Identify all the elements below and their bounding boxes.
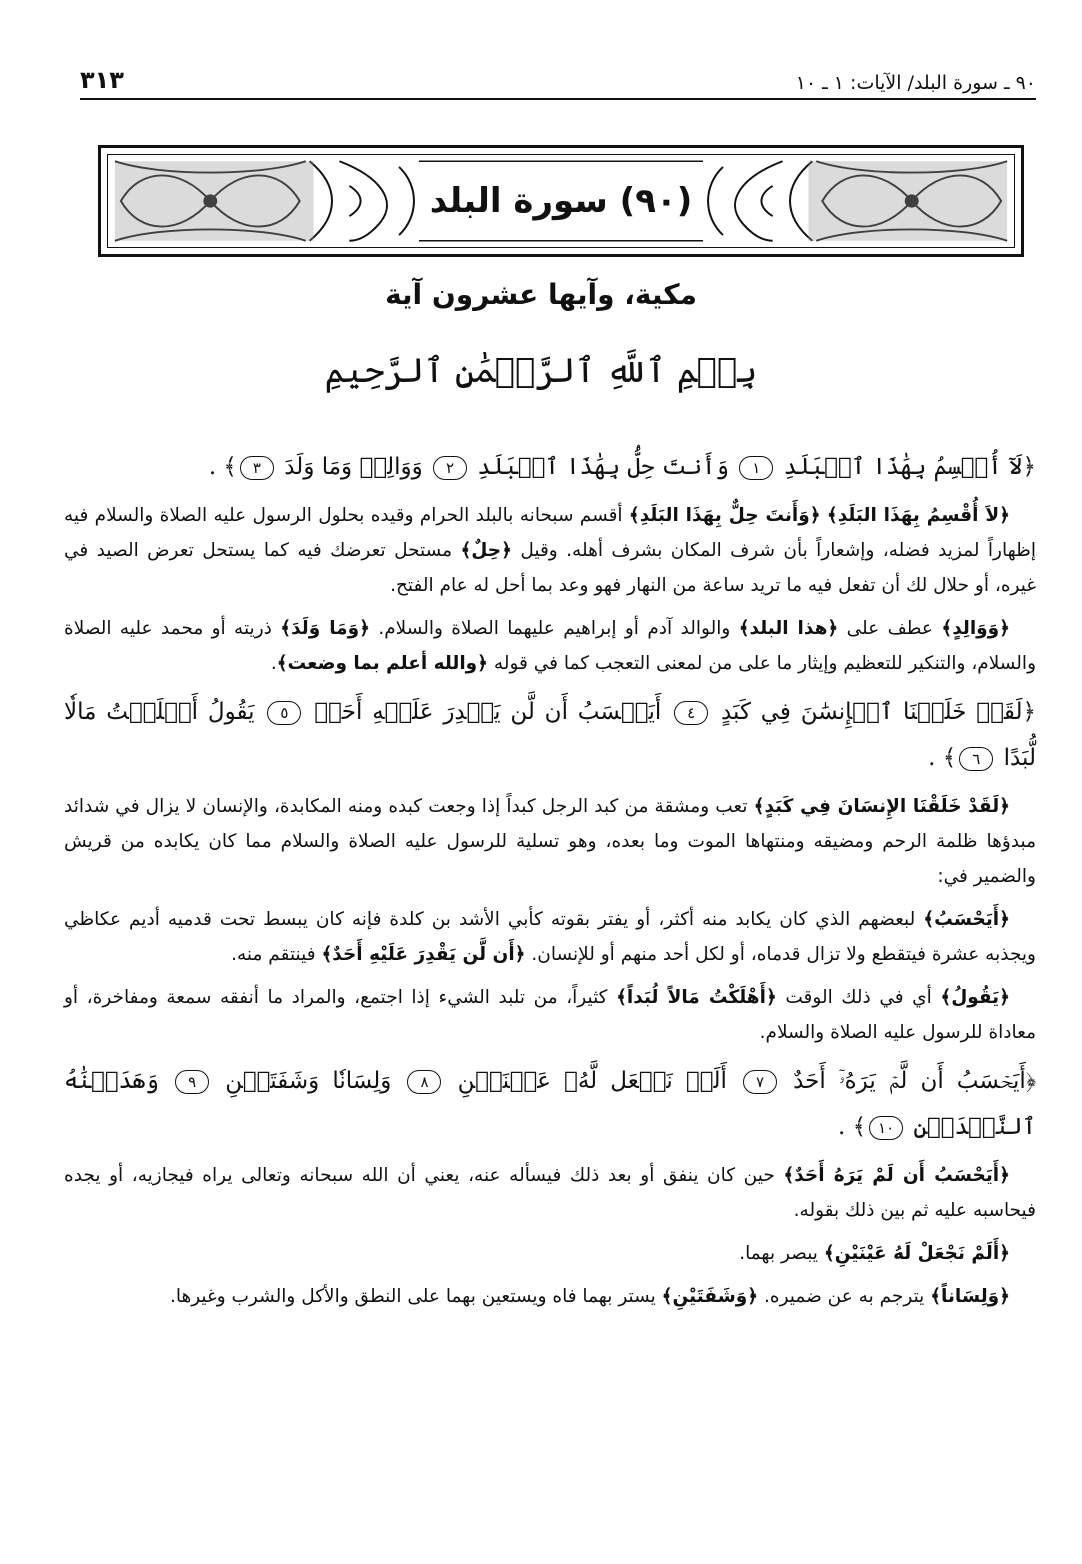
- commentary-body: [64, 440, 1036, 1322]
- quran-verses-7-10: ﴿أَيَحۡسَبُ أَن لَّمۡ يَرَهُۥٓ أَحَدٌ ٧ أَلَمۡ نَجۡعَل لَّهُۥ عَيۡنَيۡنِ ٨ وَلِسَانٗا وَشَفَتَيۡنِ ٩ وَهَدَيۡنَٰهُ ٱلنَّجۡدَيۡنِ ١٠﴾ .: [64, 1068, 1037, 1140]
- commentary-paragraph: ﴿أَلَمْ نَجْعَلْ لَهُ عَيْنَيْنِ﴾ يبصر بهما.: [739, 1243, 1010, 1264]
- verse-number: ٧: [743, 1070, 777, 1094]
- commentary-paragraph: ﴿يَقُولُ﴾ أي في ذلك الوقت ﴿أَهْلَكْتُ مَالاً لُبَداً﴾ كثيراً، من تلبد الشيء إذا اجتمع، والمراد ما أنفقه سمعة ومفاخرة، أو معاداة للرسول عليه الصلاة والسلام.: [64, 987, 1036, 1043]
- commentary-paragraph: ﴿وَلِسَاناً﴾ يترجم به عن ضميره. ﴿وَشَفَتَيْنِ﴾ يستر بهما فاه ويستعين بهما على النطق والأكل والشرب وغيرها.: [169, 1286, 1010, 1307]
- commentary-paragraph: ﴿لاَ أُقْسِمُ بِهَذَا البَلَدِ﴾ ﴿وَأَنتَ حِلٌّ بِهَذَا البَلَدِ﴾ أقسم سبحانه بالبلد الحرام وقيده بحلول الرسول عليه الصلاة والسلام فيه إظهاراً لمزيد فضله، وإشعاراً بأن شرف المكان بشرف أهله. وقيل ﴿حِلٌ﴾ مستحل تعرضك فيه كما يستحل تعرض الصيد في غيره، أو حلال لك أن تفعل فيه ما تريد ساعة من النهار فهو وعد بما أحل له عام الفتح.: [64, 505, 1036, 596]
- verse-number: ٢: [433, 456, 467, 480]
- verse-number: ١: [739, 456, 773, 480]
- quran-verses-4-6: ﴿لَقَدۡ خَلَقۡنَا ٱلۡإِنسَٰنَ فِي كَبَدٍ ٤ أَيَحۡسَبُ أَن لَّن يَقۡدِرَ عَلَيۡهِ أَحَدٞ ٥ يَقُولُ أَهۡلَكۡتُ مَالٗا لُّبَدًا ٦﴾ .: [64, 699, 1036, 771]
- verse-number: ٥: [267, 701, 301, 725]
- surah-subtitle: مكية، وآيها عشرون آية: [385, 278, 697, 311]
- verse-number: ١٠: [869, 1116, 903, 1140]
- surah-banner: [98, 145, 1024, 257]
- verse-number: ٤: [674, 701, 708, 725]
- verse-number: ٣: [240, 456, 274, 480]
- commentary-paragraph: ﴿وَوَالِدٍ﴾ عطف على ﴿هذا البلد﴾ والوالد آدم أو إبراهيم عليهما الصلاة والسلام. ﴿وَمَا وَلَدَ﴾ ذريته أو محمد عليه الصلاة والسلام، والتنكير للتعظيم وإيثار ما على من لمعنى التعجب كما في قوله ﴿والله أعلم بما وضعت﴾.: [64, 618, 1036, 674]
- page-number: ٣١٣: [80, 66, 124, 94]
- running-title: ٩٠ ـ سورة البلد/ الآيات: ١ ـ ١٠: [795, 72, 1036, 94]
- verse-number: ٨: [407, 1070, 441, 1094]
- commentary-paragraph: ﴿أَيَحْسَبُ﴾ لبعضهم الذي كان يكابد منه أكثر، أو يفتر بقوته كأبي الأشد بن كلدة فإنه كان يبسط تحت قدميه أديم عكاظي ويجذبه عشرة فيتقطع ولا تزال قدماه، أو لكل أحد منهم أو للإنسان. ﴿أَن لَّن يَقْدِرَ عَلَيْهِ أَحَدٌ﴾ فينتقم منه.: [64, 909, 1036, 965]
- verse-number: ٩: [175, 1070, 209, 1094]
- basmala: بِسۡمِ ٱللَّهِ ٱلرَّحۡمَٰنِ ٱلرَّحِيمِ: [324, 351, 758, 391]
- commentary-paragraph: ﴿أَيَحْسَبُ أَن لَمْ يَرَهُ أَحَدٌ﴾ حين كان ينفق أو بعد ذلك فيسأله عنه، يعني أن الله سبحانه وتعالى يراه فيجازيه، أو يجده فيحاسبه عليه ثم بين ذلك بقوله.: [64, 1165, 1036, 1221]
- page-header: [80, 60, 1036, 100]
- quran-verses-1-3: ﴿لَآ أُقۡسِمُ بِهَٰذَا ٱلۡبَلَدِ ١ وَأَنتَ حِلُّۢ بِهَٰذَا ٱلۡبَلَدِ ٢ وَوَالِدٖ وَمَا وَلَدَ ٣﴾ .: [208, 454, 1036, 480]
- commentary-paragraph: ﴿لَقَدْ خَلَقْنَا الإِنسَانَ فِي كَبَدٍ﴾ تعب ومشقة من كبد الرجل كبداً إذا وجعت كبده ومنه المكابدة، والإنسان لا يزال في شدائد مبدؤها ظلمة الرحم ومضيقه ومنتهاها الموت وما بعده، وهو تسلية للرسول عليه الصلاة والسلام مما كان يكابده من قريش والضمير في:: [64, 796, 1036, 887]
- verse-number: ٦: [959, 747, 993, 771]
- surah-title: (٩٠) سورة البلد: [429, 181, 693, 221]
